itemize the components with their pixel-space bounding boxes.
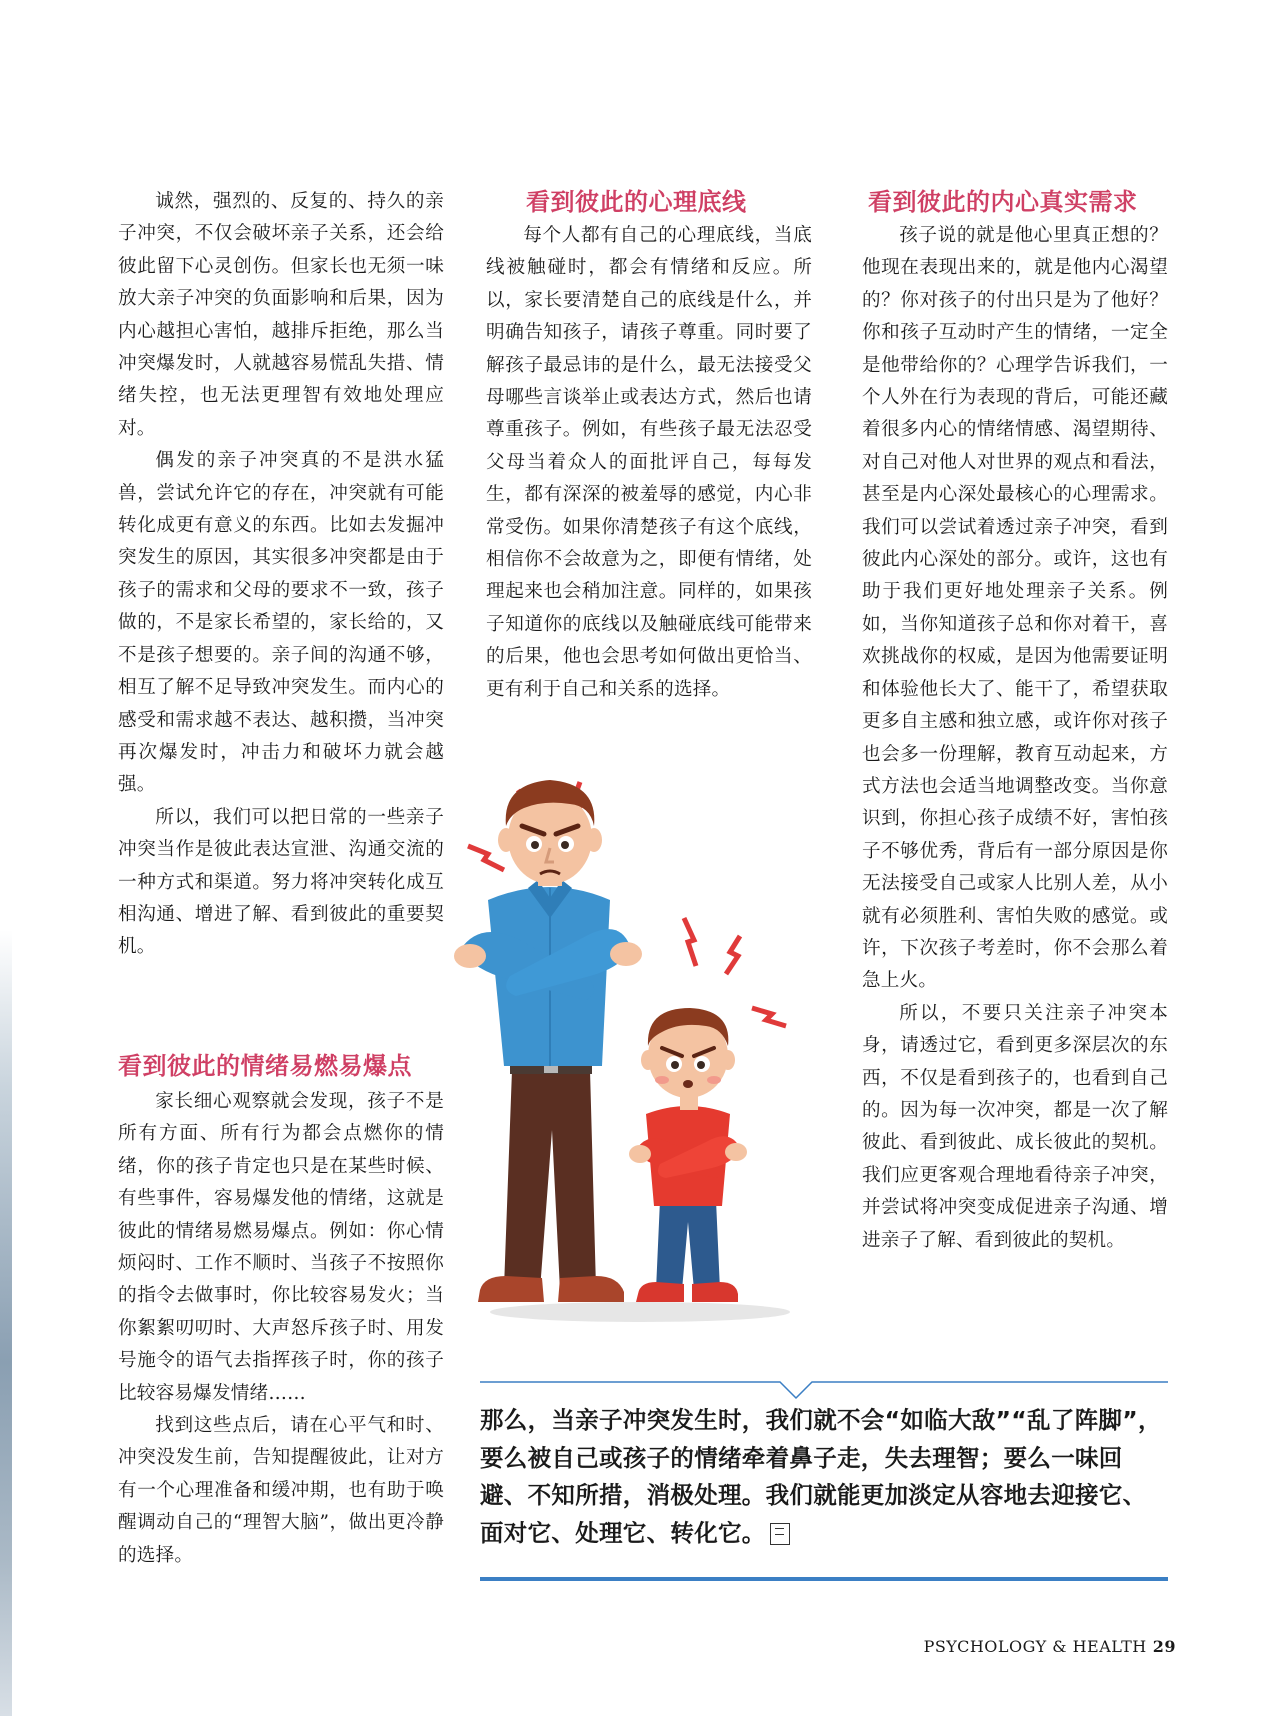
section-heading-bottom-line: 看到彼此的心理底线 bbox=[526, 187, 747, 216]
paragraph: 偶发的亲子冲突真的不是洪水猛兽，尝试允许它的存在，冲突就有可能转化成更有意义的东西。比如去发掘冲突发生的原因，其实很多冲突都是由于孩子的需求和父母的要求不一致，孩子做的，不是家长希望的，家长给的，又不是孩子想要的。亲子间的沟通不够，相互了解不足导致冲突发生。而内心的感受和需求越不表达、越积攒，当冲突再次爆发时，冲击力和破坏力就会越强。 bbox=[118, 450, 444, 796]
paragraph: 家长细心观察就会发现，孩子不是所有方面、所有行为都会点燃你的情绪，你的孩子肯定也只是在某些时候、有些事件，容易爆发他的情绪，这就是彼此的情绪易燃易爆点。例如：你心情烦闷时、工作不顺时、当孩子不按照你的指令去做事时，你比较容易发火；当你絮絮叨叨时、大声怒斥孩子时、用发号施令的语气去指挥孩子时，你的孩子比较容易爆发情绪…… bbox=[118, 1091, 444, 1404]
emotion-section-body bbox=[118, 1086, 444, 1572]
paragraph: 诚然，强烈的、反复的、持久的亲子冲突，不仅会破坏亲子关系，还会给彼此留下心灵创伤。但家长也无须一味放大亲子冲突的负面影响和后果，因为内心越担心害怕，越排斥拒绝，那么当冲突爆发时，人就越容易慌乱失措、情绪失控，也无法更理智有效地处理应对。 bbox=[118, 191, 444, 439]
callout-top-rule bbox=[480, 1380, 1168, 1402]
summary-callout bbox=[480, 1380, 1168, 1581]
paragraph: 所以，不要只关注亲子冲突本身，请透过它，看到更多深层次的东西，不仅是看到孩子的，也看到自己的。因为每一次冲突，都是一次了解彼此、看到彼此、成长彼此的契机。我们应更客观合理地看待亲子冲突，并尝试将冲突变成促进亲子沟通、增进亲子了解、看到彼此的契机。 bbox=[862, 1002, 1168, 1251]
needs-section-body bbox=[862, 220, 1168, 1257]
callout-text-content: 那么，当亲子冲突发生时，我们就不会“如临大敌”“乱了阵脚”，要么被自己或孩子的情绪牵着鼻子走，失去理智；要么一味回避、不知所措，消极处理。我们就能更加淡定从容地去迎接它、面对它、处理它、转化它。 bbox=[480, 1406, 1162, 1547]
left-edge-photo-strip bbox=[0, 930, 12, 1716]
left-column bbox=[118, 186, 444, 964]
magazine-name: PSYCHOLOGY & HEALTH bbox=[923, 1637, 1147, 1656]
paragraph: 所以，我们可以把日常的一些亲子冲突当作是彼此表达宣泄、沟通交流的一种方式和渠道。努力将冲突转化成互相沟通、增进了解、看到彼此的重要契机。 bbox=[118, 806, 444, 958]
angry-father-son-illustration bbox=[440, 770, 880, 1330]
section-heading-needs: 看到彼此的内心真实需求 bbox=[868, 187, 1138, 216]
paragraph: 每个人都有自己的心理底线，当底线被触碰时，都会有情绪和反应。所以，家长要清楚自己的底线是什么，并明确告知孩子，请孩子尊重。同时要了解孩子最忌讳的是什么，最无法接受父母哪些言谈举止或表达方式，然后也请尊重孩子。例如，有些孩子最无法忍受父母当着众人的面批评自己，每每发生，都有深深的被羞辱的感觉，内心非常受伤。如果你清楚孩子有这个底线，相信你不会故意为之，即便有情绪，处理起来也会稍加注意。同样的，如果孩子知道你的底线以及触碰底线可能带来的后果，他也会思考如何做出更恰当、更有利于自己和关系的选择。 bbox=[486, 225, 812, 700]
bottom-line-section-body bbox=[486, 220, 812, 706]
section-heading-emotion: 看到彼此的情绪易燃易爆点 bbox=[118, 1051, 412, 1080]
callout-bottom-rule bbox=[480, 1577, 1168, 1581]
paragraph: 找到这些点后，请在心平气和时、冲突没发生前，告知提醒彼此，让对方有一个心理准备和缓冲期，也有助于唤醒调动自己的“理智大脑”，做出更冷静的选择。 bbox=[118, 1415, 444, 1566]
end-mark-icon bbox=[770, 1523, 790, 1545]
paragraph: 孩子说的就是他心里真正想的？他现在表现出来的，就是他内心渴望的？你对孩子的付出只是为了他好？你和孩子互动时产生的情绪，一定全是他带给你的？心理学告诉我们，一个人外在行为表现的背后，可能还藏着很多内心的情绪情感、渴望期待、对自己对他人对世界的观点和看法，甚至是内心深处最核心的心理需求。我们可以尝试着透过亲子冲突，看到彼此内心深处的部分。或许，这也有助于我们更好地处理亲子关系。例如，当你知道孩子总和你对着干，喜欢挑战你的权威，是因为他需要证明和体验他长大了、能干了，希望获取更多自主感和独立感，或许你对孩子也会多一份理解，教育互动起来，方式方法也会适当地调整改变。当你意识到，你担心孩子成绩不好，害怕孩子不够优秀，背后有一部分原因是你无法接受自己或家人比别人差，从小就有必须胜利、害怕失败的感觉。或许，下次孩子考差时，你不会那么着急上火。 bbox=[862, 225, 1168, 992]
page-number: 29 bbox=[1152, 1637, 1176, 1656]
page-footer bbox=[924, 1637, 1176, 1656]
callout-text bbox=[480, 1402, 1168, 1552]
